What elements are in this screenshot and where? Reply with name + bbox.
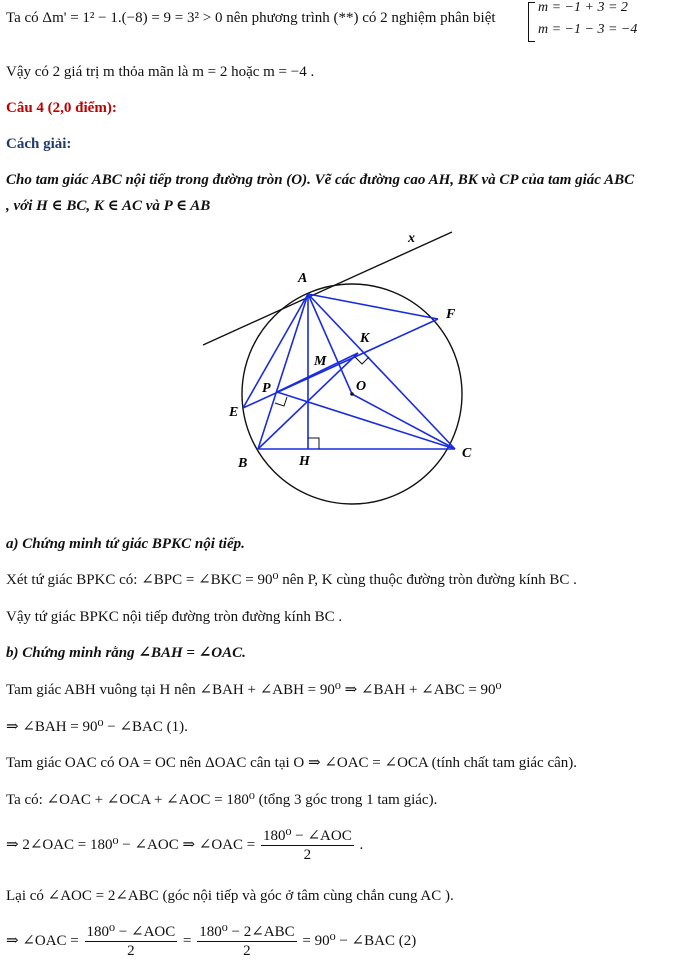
- part-b-line-4: Ta có: ∠OAC + ∠OCA + ∠AOC = 180⁰ (tổng 3 góc trong 1 tam giác).: [6, 792, 438, 808]
- solution-case-1: m = −1 + 3 = 2: [538, 0, 628, 15]
- eq7-numerator-1: 180⁰ − ∠AOC: [86, 924, 176, 941]
- tangent-line-ax: [203, 232, 452, 345]
- part-a-heading: a) Chứng minh tứ giác BPKC nội tiếp.: [6, 536, 245, 552]
- eq7-fraction-2: [197, 923, 296, 960]
- label-h: H: [299, 454, 310, 469]
- label-m: M: [314, 354, 327, 369]
- eq7-denominator-1: 2: [127, 943, 135, 960]
- geometry-figure: [0, 222, 699, 522]
- eq5-left: ⇒ 2∠OAC = 180⁰ − ∠AOC ⇒ ∠OAC =: [6, 837, 256, 853]
- part-b-line-7: [6, 922, 416, 960]
- eq7-left: ⇒ ∠OAC =: [6, 933, 79, 949]
- part-b-line-3: Tam giác OAC có OA = OC nên ΔOAC cân tại O ⇒ ∠OAC = ∠OCA (tính chất tam giác cân).: [6, 755, 578, 771]
- part-b-line-6: Lại có ∠AOC = 2∠ABC (góc nội tiếp và góc ở tâm cùng chắn cung AC ).: [6, 888, 454, 904]
- part-b-line-2: ⇒ ∠BAH = 90⁰ − ∠BAC (1).: [6, 719, 188, 735]
- problem-statement-line-2: , với H ∈ BC, K ∈ AC và P ∈ AB: [6, 198, 211, 214]
- solution-case-2: m = −1 − 3 = −4: [538, 22, 638, 37]
- part-b-heading: b) Chứng minh rằng ∠BAH = ∠OAC.: [6, 645, 246, 661]
- solution-heading: Cách giải:: [6, 136, 72, 152]
- right-angle-mark-h: [308, 438, 319, 449]
- line-discriminant: Ta có Δm' = 1² − 1.(−8) = 9 = 3² > 0 nên phương trình (**) có 2 nghiệm phân biệt: [6, 10, 496, 26]
- question-4-heading: Câu 4 (2,0 điểm):: [6, 100, 117, 116]
- line-conclusion-m: Vậy có 2 giá trị m thỏa mãn là m = 2 hoặc m = −4 .: [6, 64, 315, 80]
- eq5-numerator: 180⁰ − ∠AOC: [263, 828, 352, 845]
- label-b: B: [238, 456, 248, 471]
- part-b-line-5: [6, 826, 363, 864]
- label-f: F: [446, 307, 456, 322]
- eq7-denominator-2: 2: [243, 943, 251, 960]
- eq7-right: = 90⁰ − ∠BAC (2): [302, 933, 417, 949]
- eq5-denominator: 2: [303, 847, 312, 864]
- label-a: A: [298, 271, 308, 286]
- label-e: E: [229, 405, 239, 420]
- eq7-numerator-2: 180⁰ − 2∠ABC: [199, 924, 295, 941]
- label-o: O: [356, 379, 367, 394]
- eq5-end: .: [359, 837, 364, 853]
- eq5-fraction: [261, 827, 354, 864]
- part-a-line-2: Vậy tứ giác BPKC nội tiếp đường tròn đường kính BC .: [6, 609, 343, 625]
- segment-ef: [243, 319, 438, 408]
- eq7-equals: =: [183, 933, 192, 949]
- label-x: x: [408, 231, 415, 246]
- system-brace: [528, 2, 535, 42]
- point-o: [350, 392, 354, 396]
- segment-ae: [243, 294, 308, 408]
- part-a-line-1: Xét tứ giác BPKC có: ∠BPC = ∠BKC = 90⁰ nên P, K cùng thuộc đường tròn đường kính BC .: [6, 572, 577, 588]
- right-angle-mark-p: [275, 397, 287, 406]
- label-k: K: [360, 331, 370, 346]
- label-c: C: [462, 446, 472, 461]
- right-angle-mark-k: [355, 357, 369, 364]
- part-b-line-1: Tam giác ABH vuông tại H nên ∠BAH + ∠ABH = 90⁰ ⇒ ∠BAH + ∠ABC = 90⁰: [6, 682, 502, 698]
- problem-statement-line-1: Cho tam giác ABC nội tiếp trong đường tròn (O). Vẽ các đường cao AH, BK và CP của tam giác ABC: [6, 172, 635, 188]
- eq7-fraction-1: [85, 923, 178, 960]
- label-p: P: [262, 381, 271, 396]
